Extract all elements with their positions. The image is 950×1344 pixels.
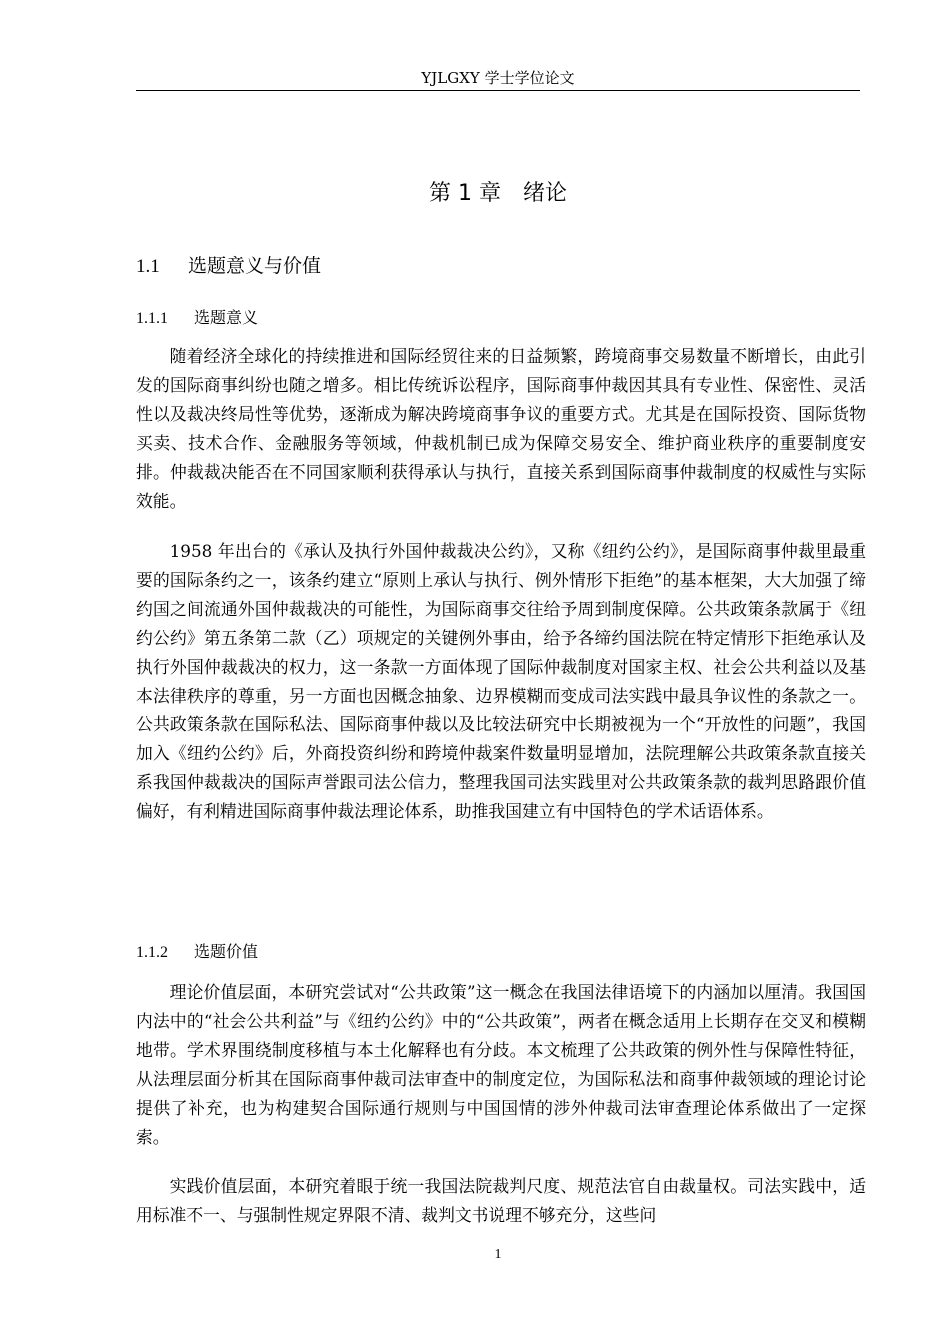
subsection-heading-1-1-2: [136, 940, 258, 965]
section-heading-1-1: [136, 252, 321, 281]
body-paragraph: 实践价值层面，本研究着眼于统一我国法院裁判尺度、规范法官自由裁量权。司法实践中，适用标准不一、与强制性规定界限不清、裁判文书说理不够充分，这些问: [136, 1176, 866, 1225]
chapter-title: 第 1 章 绪论: [429, 181, 567, 206]
subsection-title: 选题意义: [194, 308, 259, 327]
subsection-number: 1.1.2: [136, 944, 168, 961]
subsection-title: 选题价值: [194, 942, 259, 961]
section-title: 选题意义与价值: [188, 255, 322, 277]
body-paragraph: 随着经济全球化的持续推进和国际经贸往来的日益频繁，跨境商事交易数量不断增长，由此引发的国际商事纠纷也随之增多。相比传统诉讼程序，国际商事仲裁因其具有专业性、保密性、灵活性以及裁决终局性等优势，逐渐成为解决跨境商事争议的重要方式。尤其是在国际投资、国际货物买卖、技术合作、金融服务等领域，仲裁机制已成为保障交易安全、维护商业秩序的重要制度安排。仲裁裁决能否在不同国家顺利获得承认与执行，直接关系到国际商事仲裁制度的权威性与实际效能。: [136, 346, 866, 511]
section-number: 1.1: [136, 256, 160, 277]
page-header: YJLGXY 学士学位论文: [421, 69, 575, 87]
page-number: 1: [494, 1247, 502, 1262]
header-divider: [136, 90, 860, 91]
subsection-number: 1.1.1: [136, 310, 168, 327]
body-paragraph: 理论价值层面，本研究尝试对“公共政策”这一概念在我国法律语境下的内涵加以厘清。我国国内法中的“社会公共利益”与《纽约公约》中的“公共政策”，两者在概念适用上长期存在交叉和模糊地带。学术界围绕制度移植与本土化解释也有分歧。本文梳理了公共政策的例外性与保障性特征，从法理层面分析其在国际商事仲裁司法审查中的制度定位，为国际私法和商事仲裁领域的理论讨论提供了补充，也为构建契合国际通行规则与中国国情的涉外仲裁司法审查理论体系做出了一定探索。: [136, 982, 866, 1147]
subsection-heading-1-1-1: [136, 306, 258, 331]
body-paragraph: 1958 年出台的《承认及执行外国仲裁裁决公约》，又称《纽约公约》，是国际商事仲裁里最重要的国际条约之一，该条约建立“原则上承认与执行、例外情形下拒绝”的基本框架，大大加强了缔约国之间流通外国仲裁裁决的可能性，为国际商事交往给予周到制度保障。公共政策条款属于《纽约公约》第五条第二款（乙）项规定的关键例外事由，给予各缔约国法院在特定情形下拒绝承认及执行外国仲裁裁决的权力，这一条款一方面体现了国际仲裁制度对国家主权、社会公共利益以及基本法律秩序的尊重，另一方面也因概念抽象、边界模糊而变成司法实践中最具争议性的条款之一。公共政策条款在国际私法、国际商事仲裁以及比较法研究中长期被视为一个“开放性的问题”，我国加入《纽约公约》后，外商投资纠纷和跨境仲裁案件数量明显增加，法院理解公共政策条款直接关系我国仲裁裁决的国际声誉跟司法公信力，整理我国司法实践里对公共政策条款的裁判思路跟价值偏好，有利精进国际商事仲裁法理论体系，助推我国建立有中国特色的学术话语体系。: [136, 541, 866, 822]
